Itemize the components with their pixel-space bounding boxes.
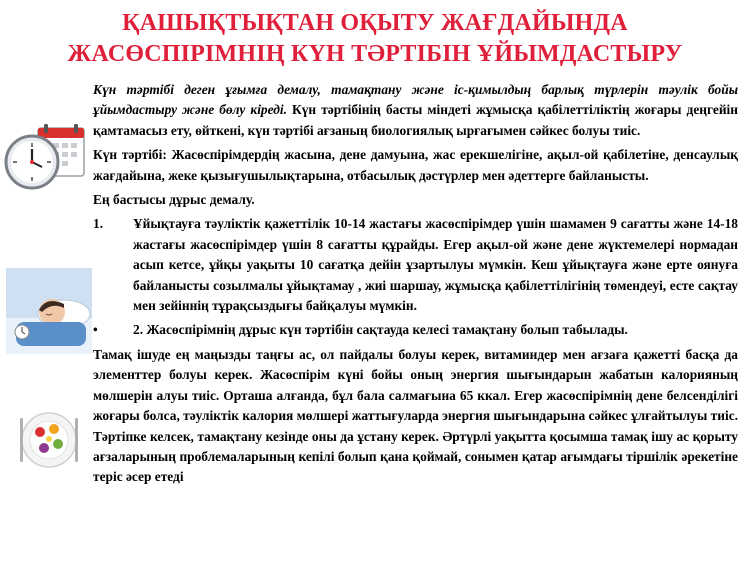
- rest-heading: Ең бастысы дұрыс демалу.: [93, 192, 255, 208]
- list-marker: 1.: [93, 216, 104, 232]
- list-item: [93, 320, 738, 340]
- list-bullet: •: [93, 322, 98, 338]
- intro-definition: Күн тәртібі деген ұғымға демалу, тамақтану және іс-қимылдың барлық түрлерін тәулік бойы ұйымдастыру және бөлу кіреді.: [93, 82, 738, 118]
- clock-calendar-icon: [4, 122, 90, 196]
- nutrition-heading: 2. Жасөспірімнің дұрыс күн тәртібін сақтауда келесі тамақтану болып табылады.: [133, 322, 628, 338]
- healthy-food-plate-image: [18, 402, 80, 480]
- intro-text: Күн тәртібінің басты міндеті жұмысқа қабілеттіліктің жоғары деңгейін қамтамасыз ету, өйткені, күн тәртібі ағзаның биологиялық ырғағымен сәйкес болуы тиіс.: [93, 102, 738, 138]
- page-title: [0, 8, 750, 70]
- regime-paragraph: Күн тәртібі: Жасөспірімдердің жасына, дене дамуына, жас ерекшелігіне, ақыл-ой қабілетіне, денсаулық жағдайына, жеке қызығушылықтарына, отбасылық дәстүрлер мен әдеттерге байланысты.: [93, 147, 738, 183]
- sleep-text: Ұйықтауға тәуліктік қажеттілік 10-14 жастағы жасөспірімдер үшін шамамен 9 сағатты және 14-18 жастағы жасөспірімдер үшін 8 сағатты құрайды. Егер ақыл-ой және дене жүктемелері нормадан асып кетсе, ұйқы уақыты 10 сағатқа дейін ұзартылуы мүмкін. Кеш ұйықтауға және ерте оянуға байланысты созылмалы ұйықтамау , жиі шаршау, жұмысқа қабілеттілігінің төмендеуі, есте сақтау мен зейіннің тұрақсыздығы байқалуы мүмкін.: [133, 216, 738, 314]
- main-text: [93, 80, 738, 492]
- title-line-2: ЖАСӨСПІРІМНІҢ КҮН ТӘРТІБІН ҰЙЫМДАСТЫРУ: [67, 41, 683, 67]
- intro-paragraph: [93, 80, 738, 141]
- title-line-1: ҚАШЫҚТЫҚТАН ОҚЫТУ ЖАҒДАЙЫНДА: [122, 10, 628, 36]
- nutrition-paragraph: Тамақ ішуде ең маңызды таңғы ас, ол пайдалы болуы керек, витаминдер мен ағзаға қажетті басқа да элементтер болуы керек. Жасөспірім күні бойы оның энергия шығындарын жабатын калорияның мөлшерін алуы тиіс. Орташа алғанда, бұл бала салмағына 65 ккал. Егер жасөспірімнің дене белсенділігі жоғары болса, тәуліктік калория мөлшері жаттығуларда энергия шығындарына сәйкес ұлғайтылуы тиіс. Тәртіпке келсек, тамақтану кезінде оны да ұстану керек. Әртүрлі уақытта қосымша тамақ ішу ас қорыту ағзаларының проблемаларының кепілі болып қана қоймай, сонымен қатар ағымдағы тіршілік әрекетіне теріс әсер етеді: [93, 346, 738, 485]
- list-item: [93, 214, 738, 316]
- sleeping-boy-image: [6, 268, 92, 354]
